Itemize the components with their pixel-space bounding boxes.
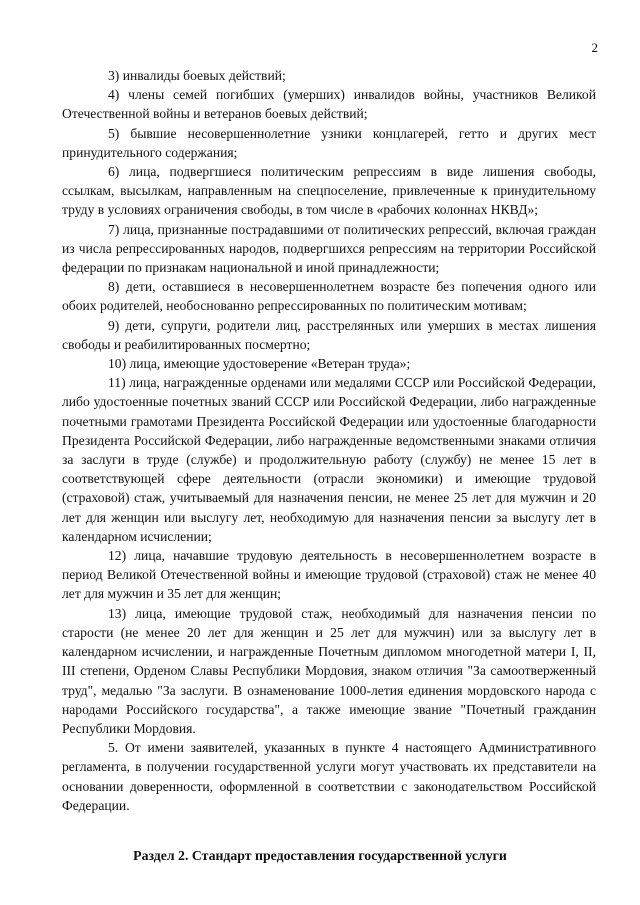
section-heading: Раздел 2. Стандарт предоставления государственной услуги (133, 848, 507, 863)
list-item: 12) лица, начавшие трудовую деятельность в несовершеннолетнем возрасте в период Великой Отечественной войны и имеющие трудовой (страховой) стаж не менее 40 лет для мужчин и 35 лет для женщин; (62, 548, 596, 602)
page-number: 2 (591, 40, 598, 55)
list-item: 10) лица, имеющие удостоверение «Ветеран труда»; (108, 356, 411, 372)
list-item: 13) лица, имеющие трудовой стаж, необходимый для назначения пенсии по старости (не менее 20 лет для женщин и 25 лет для мужчин) или за выслугу лет в календарном исчислении, и награжденные Почетным дипломом многодетной матери I, II, III степени, Орденом Славы Республики Мордовия, знаком отличия "За самоотверженный труд", медалью "За заслуги. В ознаменование 1000-летия единения мордовского народа с народами Российского государства", а также имеющие звание "Почетный гражданин Республики Мордовия. (62, 605, 596, 736)
list-item: 7) лица, признанные пострадавшими от политических репрессий, включая граждан из числа репрессированных народов, подвергшихся репрессиям на территории Российской федерации по признакам национальной и иной принадлежности; (62, 221, 596, 276)
list-item: 4) члены семей погибших (умерших) инвалидов войны, участников Великой Отечественной войны и ветеранов боевых действий; (62, 87, 596, 122)
list-item: 9) дети, супруги, родители лиц, расстрелянных или умерших в местах лишения свободы и реабилитированных посмертно; (62, 317, 596, 352)
list-item: 8) дети, оставшиеся в несовершеннолетнем возрасте без попечения одного или обоих родителей, необоснованно репрессированных по политическим мотивам; (62, 279, 596, 314)
list-item: 6) лица, подвергшиеся политическим репрессиям в виде лишения свободы, ссылкам, высылкам, направленным на спецпоселение, привлеченные к принудительному труду в условиях ограничения свободы, в том числе в «рабочих колоннах НКВД»; (62, 164, 596, 218)
list-item: 5) бывшие несовершеннолетние узники концлагерей, гетто и других мест принудительного содержания; (62, 125, 596, 160)
paragraph: 5. От имени заявителей, указанных в пункте 4 настоящего Административного регламента, в получении государственной услуги могут участвовать их представители на основании доверенности, оформленной в соответствии с законодательством Российской Федерации. (62, 740, 596, 813)
list-item: 3) инвалиды боевых действий; (108, 68, 286, 83)
document-body (62, 66, 596, 815)
list-item: 11) лица, награжденные орденами или медалями СССР или Российской Федерации, либо удостоенные почетных званий СССР или Российской Федерации, либо награжденные почетными грамотами Президента Российской Федерации или удостоенные благодарности Президента Российской Федерации, либо награжденные ведомственными знаками отличия за заслуги в труде (службе) и продолжительную работу (службу) не менее 15 лет в соответствующей сфере деятельности (отрасли экономики) и имеющие трудовой (страховой) стаж, учитываемый для назначения пенсии, не менее 25 лет для мужчин и 20 лет для женщин или выслугу лет, необходимую для назначения пенсии за выслугу лет в календарном исчислении; (62, 375, 596, 544)
